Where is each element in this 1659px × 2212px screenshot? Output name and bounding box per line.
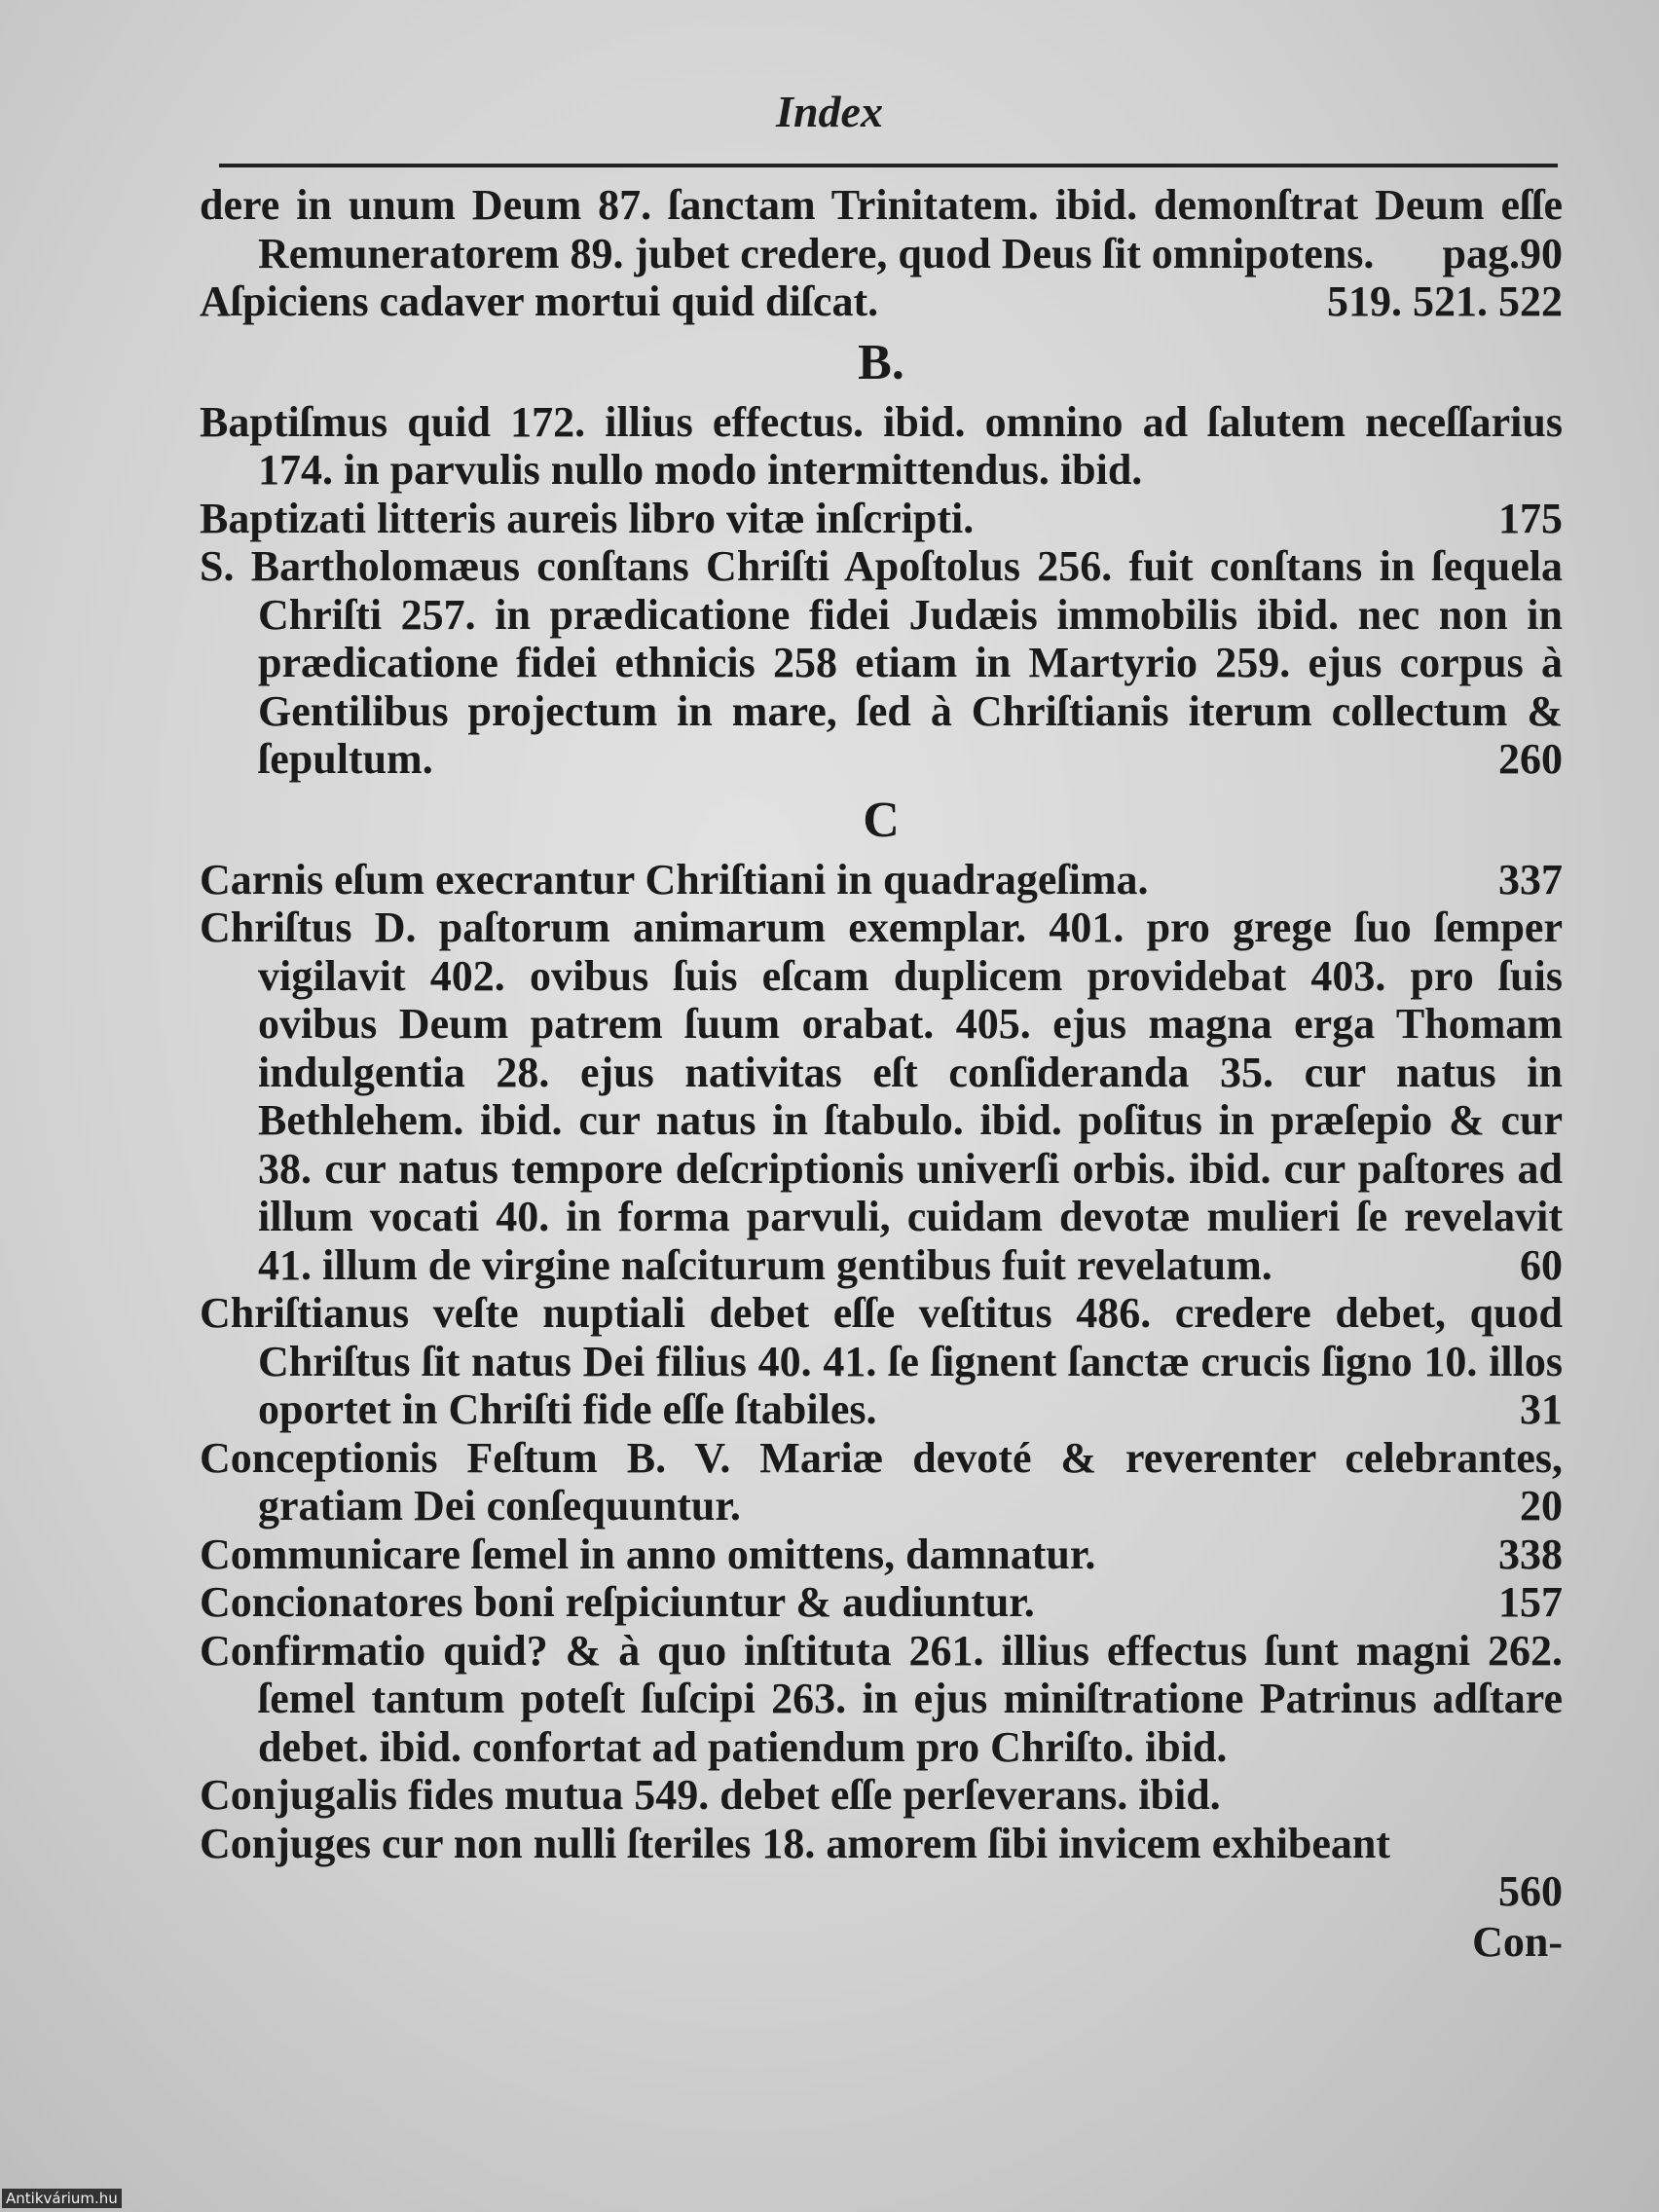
index-entry	[200, 1530, 1563, 1579]
entry-page-ref: 175	[1498, 494, 1563, 542]
watermark-text: Antikvárium.hu	[2, 2189, 122, 2208]
index-entry	[200, 1578, 1563, 1627]
index-entry	[200, 181, 1563, 277]
entry-text: Conceptionis Feſtum B. V. Mariæ devoté & reverenter celebrantes, gratiam Dei conſequuntur.	[200, 1433, 1563, 1530]
entry-page-ref: 338	[1498, 1530, 1563, 1578]
index-entry	[200, 1820, 1563, 1916]
entry-text: Baptizati litteris aureis libro vitæ inſcripti.	[200, 494, 975, 542]
entry-page-ref: 31	[1520, 1385, 1563, 1433]
entry-text: Chriſtianus veſte nuptiali debet eſſe veſtitus 486. credere debet, quod Chriſtus ſit natus Dei filius 40. 41. ſe ſignent ſanctæ crucis ſigno 10. illos oportet in Chriſti fide eſſe ſtabiles.	[200, 1289, 1563, 1433]
header-rule	[219, 164, 1558, 167]
entry-page-ref: 519. 521. 522	[1327, 277, 1563, 325]
entry-page-ref: 157	[1498, 1578, 1563, 1626]
index-entry	[200, 277, 1563, 326]
entry-text: Communicare ſemel in anno omittens, damnatur.	[200, 1530, 1096, 1578]
index-entry	[200, 1434, 1563, 1530]
entry-text: S. Bartholomæus conſtans Chriſti Apoſtolus 256. fuit conſtans in ſequela Chriſti 257. in prædicatione fidei Judæis immobilis ibid. nec non in prædicatione fidei ethnicis 258 etiam in Martyrio 259. ejus corpus à Gentilibus projectum in mare, ſed à Chriſtianis iterum collectum & ſepultum.	[200, 542, 1563, 783]
section-letter-b: B.	[858, 334, 904, 390]
entry-text: Carnis eſum execrantur Chriſtiani in quadrageſima.	[200, 855, 1149, 903]
entry-page-ref: 260	[1498, 735, 1563, 783]
index-entry	[200, 542, 1563, 784]
index-entry	[200, 856, 1563, 904]
catchword: Con-	[1472, 1917, 1563, 1966]
entry-text: Chriſtus D. paſtorum animarum exemplar. 401. pro grege ſuo ſemper vigilavit 402. ovibus ſuis eſcam duplicem providebat 403. pro ſuis ovibus Deum patrem ſuum orabat. 405. ejus magna erga Thomam indulgentia 28. ejus nativitas eſt conſideranda 35. cur natus in Bethlehem. ibid. cur natus in ſtabulo. ibid. poſitus in præſepio & cur 38. cur natus tempore deſcriptionis univerſi orbis. ibid. cur paſtores ad illum vocati 40. in forma parvuli, cuidam devotæ mulieri ſe revelavit 41. illum de virgine naſciturum gentibus fuit revelatum.	[200, 903, 1563, 1289]
entry-text: Aſpiciens cadaver mortui quid diſcat.	[200, 277, 879, 325]
entry-text: Concionatores boni reſpiciuntur & audiuntur.	[200, 1578, 1035, 1626]
index-entry	[200, 495, 1563, 543]
entry-page-ref: 20	[1520, 1482, 1563, 1530]
index-entry	[200, 903, 1563, 1289]
entry-page-ref: 337	[1498, 855, 1563, 903]
entry-text: Conjuges cur non nulli ſteriles 18. amorem ſibi invicem exhibeant	[200, 1819, 1391, 1867]
index-entry	[200, 398, 1563, 495]
entry-page-ref: 60	[1520, 1240, 1563, 1289]
entry-text: Confirmatio quid? & à quo inſtituta 261. illius effectus ſunt magni 262. ſemel tantum poteſt ſuſcipi 263. in ejus miniſtratione Patrinus adſtare debet. ibid. confortat ad patiendum pro Chriſto. ibid.	[200, 1626, 1563, 1771]
entry-text: Baptiſmus quid 172. illius effectus. ibid. omnino ad ſalutem neceſſarius 174. in parvulis nullo modo intermittendus. ibid.	[200, 397, 1563, 494]
index-entry	[200, 1627, 1563, 1772]
entry-text: dere in unum Deum 87. ſanctam Trinitatem. ibid. demonſtrat Deum eſſe Remuneratorem 89. jubet credere, quod Deus ſit omnipotens.	[200, 181, 1563, 277]
index-entry	[200, 1289, 1563, 1434]
entry-text: Conjugalis fides mutua 549. debet eſſe perſeverans. ibid.	[200, 1771, 1221, 1819]
section-letter-c: C	[863, 792, 900, 848]
index-entry	[200, 1771, 1563, 1820]
running-head: Index	[776, 87, 883, 136]
entry-page-ref: pag.90	[1442, 229, 1563, 277]
entry-page-ref: 560	[1498, 1867, 1563, 1915]
index-body	[200, 181, 1563, 1966]
